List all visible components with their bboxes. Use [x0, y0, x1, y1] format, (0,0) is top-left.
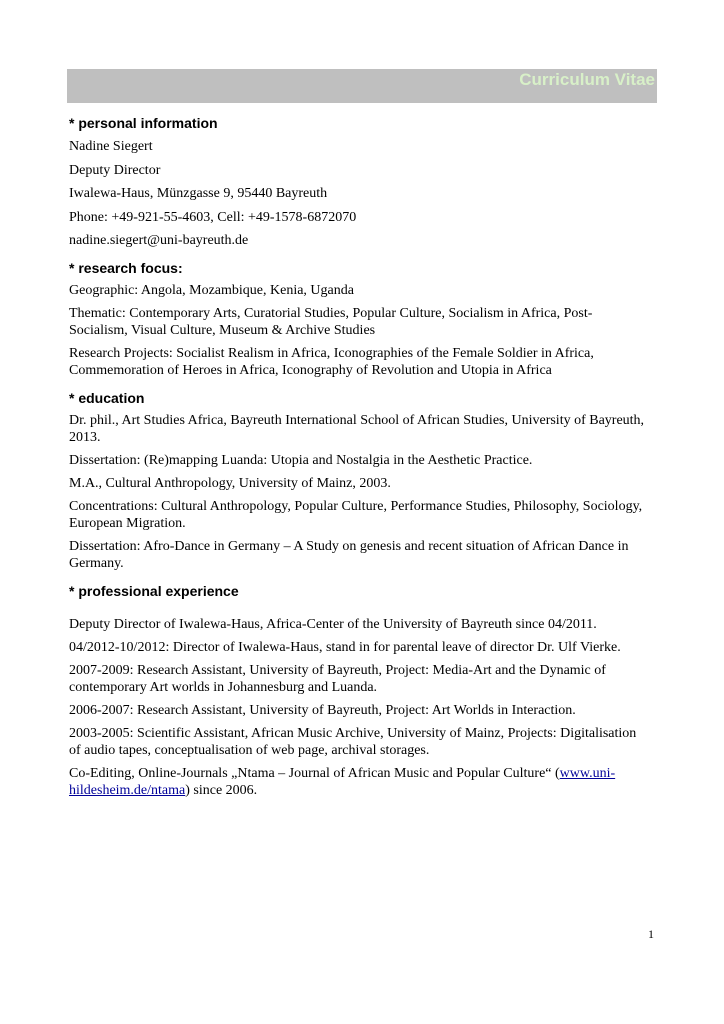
page-number: 1 [648, 927, 654, 941]
person-phone: Phone: +49-921-55-4603, Cell: +49-1578-6872070 [69, 209, 357, 225]
education-item: Concentrations: Cultural Anthropology, Popular Culture, Performance Studies, Philosophy, Sociology, European Migration. [69, 499, 643, 531]
ntama-link[interactable]: www.uni-hildesheim.de/ntama [69, 766, 616, 798]
person-position: Deputy Director [69, 162, 161, 178]
coediting-text: Co-Editing, Online-Journals „Ntama – Journal of African Music and Popular Culture“ ( [69, 766, 560, 781]
header-banner [67, 69, 657, 103]
experience-item: 2003-2005: Scientific Assistant, African Music Archive, University of Mainz, Projects: Digitalisation of audio tapes, conceptualisation of web page, archival storages. [69, 726, 637, 758]
person-name: Nadine Siegert [69, 139, 153, 154]
research-focus-heading: * research focus: [69, 260, 183, 276]
education-section [69, 389, 649, 572]
professional-experience-heading: * professional experience [69, 583, 239, 599]
coediting-suffix: ) since 2006. [185, 783, 258, 798]
education-item: Dr. phil., Art Studies Africa, Bayreuth International School of African Studies, University of Bayreuth, 2013. [69, 413, 645, 445]
experience-item: 04/2012-10/2012: Director of Iwalewa-Haus, stand in for parental leave of director Dr. Ulf Vierke. [69, 640, 621, 655]
person-email: nadine.siegert@uni-bayreuth.de [69, 233, 249, 248]
experience-item: 2007-2009: Research Assistant, University of Bayreuth, Project: Media-Art and the Dynamic of contemporary Art worlds in Johannesburg and Luanda. [69, 663, 606, 695]
research-focus-section [69, 259, 649, 379]
personal-information-heading: * personal information [69, 115, 218, 131]
experience-item-coediting [69, 765, 649, 799]
education-item: M.A., Cultural Anthropology, University of Mainz, 2003. [69, 476, 391, 491]
research-geographic: Geographic: Angola, Mozambique, Kenia, Uganda [69, 283, 354, 298]
education-heading: * education [69, 390, 145, 406]
research-projects: Research Projects: Socialist Realism in Africa, Iconographies of the Female Soldier in Africa, Commemoration of Heroes in Africa, Iconography of Revolution and Utopia in Africa [69, 346, 594, 378]
personal-information-section [69, 114, 649, 249]
document-title: Curriculum Vitae [519, 70, 655, 89]
experience-item: 2006-2007: Research Assistant, University of Bayreuth, Project: Art Worlds in Interaction. [69, 703, 576, 718]
cv-content [69, 114, 649, 805]
person-address: Iwalewa-Haus, Münzgasse 9, 95440 Bayreuth [69, 186, 328, 201]
experience-item: Deputy Director of Iwalewa-Haus, Africa-Center of the University of Bayreuth since 04/2011. [69, 617, 597, 632]
research-thematic: Thematic: Contemporary Arts, Curatorial Studies, Popular Culture, Socialism in Africa, Post-Socialism, Visual Culture, Museum & Archive Studies [69, 306, 593, 338]
professional-experience-section [69, 582, 649, 799]
education-item: Dissertation: Afro-Dance in Germany – A Study on genesis and recent situation of African Dance in Germany. [69, 539, 629, 571]
education-item: Dissertation: (Re)mapping Luanda: Utopia and Nostalgia in the Aesthetic Practice. [69, 453, 533, 468]
